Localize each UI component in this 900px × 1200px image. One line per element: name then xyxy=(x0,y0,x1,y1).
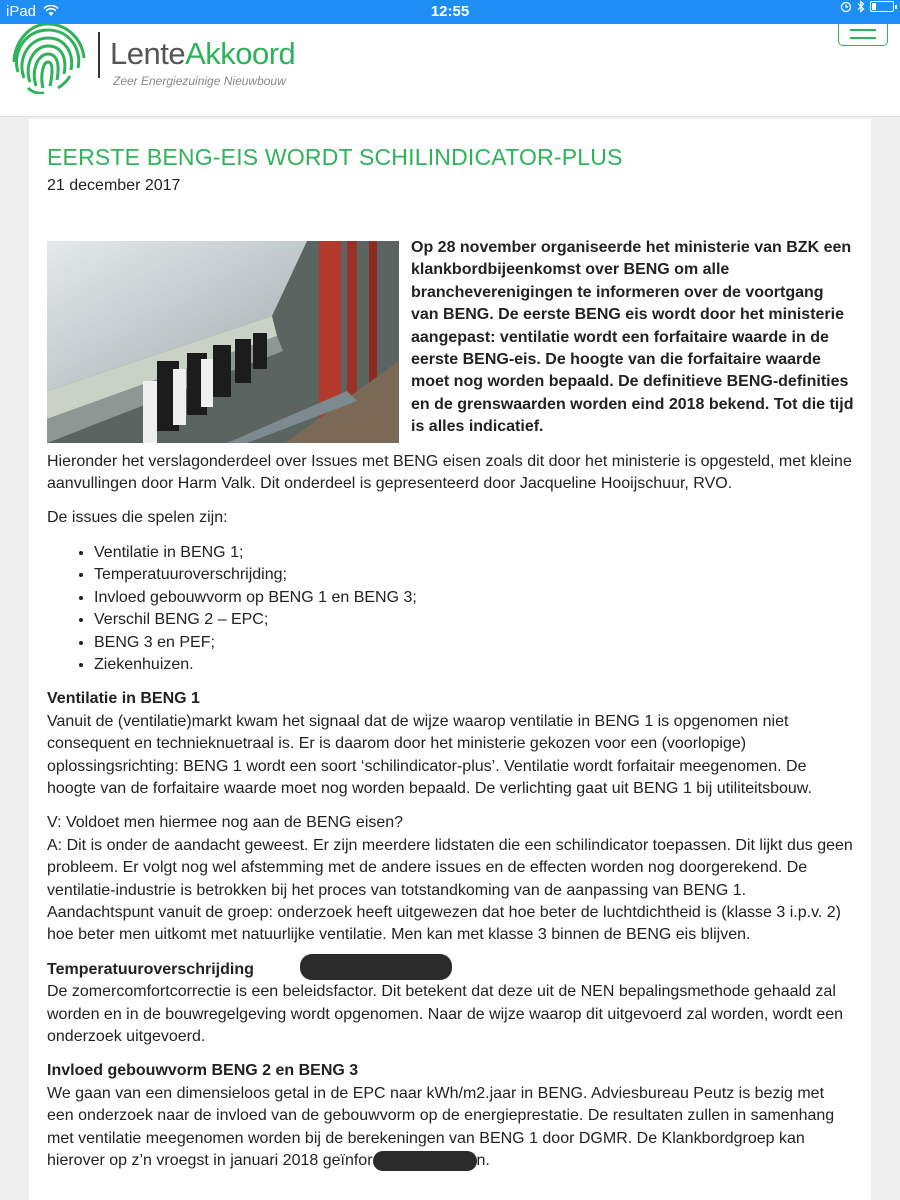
section-body: We gaan van een dimensieloos getal in de EPC naar kWh/m2.jaar in BENG. Adviesbureau Peutz is bezig met een onderzoek naar de invloed van de gebouwvorm op de energieprestatie. De resultaten zullen in samenhang met ventilatie meegenomen worden bij de berekeningen van BENG 1 door DGMR. De Klankbordgroep kan hierover op z’n vroegst in januari 2018 geïnfor xyxy=(47,1084,835,1170)
qa-question: V: Voldoet men hiermee nog aan de BENG eisen? xyxy=(47,814,404,832)
qa-answer: A: Dit is onder de aandacht geweest. Er zijn meerdere lidstaten die een schilindicator toepassen. Dit lijkt dus geen probleem. Er volgt nog wel afstemming met de andere issues en de effecten worden nog doorgerekend. De ventilatie-industrie is betrokken bij het proces van totstandkoming van de aanpassing van BENG 1. Aandachtspunt vanuit de groep: onderzoek heeft uitgewezen dat hoe beter de luchtdichtheid is (klasse 3 i.p.v. 2) hoe beter men uitkomt met natuurlijke ventilatie. Men kan met klasse 3 binnen de BENG eis blijven. xyxy=(47,836,853,944)
list-item: • Ventilatie in BENG 1; xyxy=(94,542,855,564)
site-logo-text[interactable] xyxy=(110,36,295,72)
battery-icon xyxy=(870,1,894,12)
logo-divider xyxy=(98,32,100,78)
section-heading: Ventilatie in BENG 1 xyxy=(47,690,200,708)
article-card xyxy=(29,119,871,1200)
status-time: 12:55 xyxy=(430,3,470,20)
alarm-icon xyxy=(840,1,852,13)
logo-name-part1: Lente xyxy=(110,36,186,71)
article-title[interactable]: EERSTE BENG-EIS WORDT SCHILINDICATOR-PLUS xyxy=(47,144,623,170)
status-right xyxy=(840,0,894,13)
list-item: • Ziekenhuizen. xyxy=(94,654,855,676)
section-heading: Invloed gebouwvorm BENG 2 en BENG 3 xyxy=(47,1062,359,1080)
redaction-mark xyxy=(300,954,452,980)
list-item: • Verschil BENG 2 – EPC; xyxy=(94,609,855,631)
article-content xyxy=(47,143,855,1184)
fingerprint-logo-icon[interactable] xyxy=(8,24,86,94)
section-body: Vanuit de (ventilatie)markt kwam het signaal dat de wijze waarop ventilatie in BENG 1 is opgenomen niet consequent en technieknuetraal is. Er is daarom door het ministerie gekozen voor een (voorlopige) oplossingsrichting: BENG 1 wordt een soort ‘schilindicator-plus’. Ventilatie wordt forfaitair meegenomen. De hoogte van de forfaitaire waarde moet nog worden bepaald. De verlichting gaat uit BENG 1 bij utiliteitsbouw. xyxy=(47,712,812,797)
article-intro: Op 28 november organiseerde het ministerie van BZK een klankbordbijeenkomst over BENG om alle brancheverenigingen te informeren over de voortgang van BENG. De eerste BENG eis wordt door het ministerie aangepast: ventilatie wordt een forfaitaire waarde in de eerste BENG-eis. De hoogte van die forfaitaire waarde moet nog worden bepaald. De definitieve BENG-definities en de grenswaarden worden eind 2018 bekend. Tot die tijd is alles indicatief. xyxy=(411,239,854,436)
article-date: 21 december 2017 xyxy=(47,177,181,194)
section-qa xyxy=(47,812,855,946)
article-image xyxy=(47,241,399,443)
issues-list xyxy=(47,542,855,676)
logo-tagline: Zeer Energiezuinige Nieuwbouw xyxy=(113,74,286,88)
bluetooth-icon xyxy=(857,0,865,13)
section-gebouwvorm xyxy=(47,1060,855,1172)
list-item: • Temperatuuroverschrijding; xyxy=(94,564,855,586)
section-ventilatie xyxy=(47,688,855,800)
status-bar xyxy=(0,0,900,24)
section-body-end: n. xyxy=(476,1152,490,1170)
site-header xyxy=(0,24,900,117)
hamburger-menu-icon[interactable] xyxy=(838,24,888,46)
section-heading: Temperatuuroverschrijding xyxy=(47,960,254,978)
issues-intro: De issues die spelen zijn: xyxy=(47,509,228,527)
article-paragraph: Hieronder het verslagonderdeel over Issues met BENG eisen zoals dit door het ministerie is opgesteld, met kleine aanvullingen door Harm Valk. Dit onderdeel is gepresenteerd door Jacqueline Hooijschuur, RVO. xyxy=(47,452,852,493)
device-label: iPad xyxy=(6,3,37,20)
logo-name-part2: Akkoord xyxy=(185,36,296,71)
list-item: • BENG 3 en PEF; xyxy=(94,632,855,654)
section-body: De zomercomfortcorrectie is een beleidsfactor. Dit betekent dat deze uit de NEN bepalingsmethode gehaald zal worden en in de bouwregelgeving wordt opgenomen. Naar de wijze waarop dit uitgevoerd zal worden, wordt een onderzoek uitgevoerd. xyxy=(47,983,844,1045)
list-item: • Invloed gebouwvorm op BENG 1 en BENG 3; xyxy=(94,587,855,609)
redaction-mark xyxy=(373,1151,477,1171)
section-temperatuur xyxy=(47,959,855,1049)
